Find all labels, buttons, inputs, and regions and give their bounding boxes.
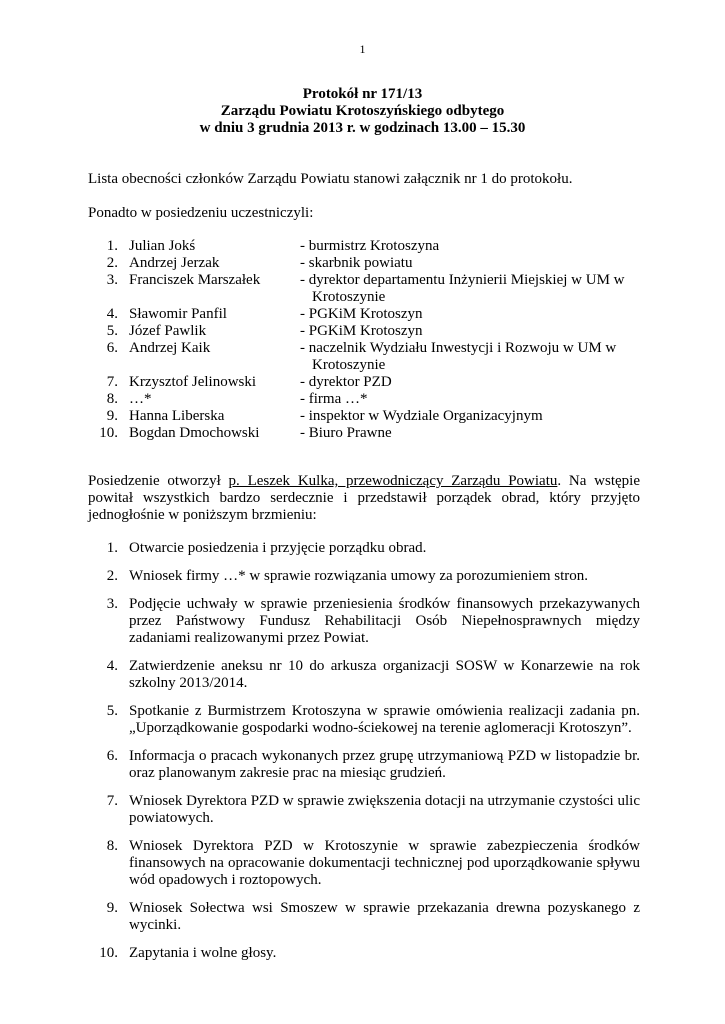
document-title (0, 86, 725, 137)
attendee-role: - skarbnik powiatu (300, 255, 413, 271)
attendee-name: Sławomir Panfil (129, 306, 227, 322)
agenda-text: Wniosek firmy …* w sprawie rozwiązania umowy za porozumieniem stron. (129, 568, 589, 584)
attendee-number: 2. (106, 255, 118, 271)
agenda-number: 8. (106, 838, 118, 854)
agenda-number: 5. (106, 703, 118, 719)
agenda-number: 7. (106, 793, 118, 809)
attendee-name: …* (129, 391, 152, 407)
agenda-number: 1. (106, 540, 118, 556)
attendee-row (88, 340, 640, 374)
attendee-row (88, 238, 640, 255)
attendee-row (88, 255, 640, 272)
attendee-name: Andrzej Jerzak (129, 255, 220, 271)
attendee-number: 1. (106, 238, 118, 254)
attendee-name: Józef Pawlik (129, 323, 207, 339)
attendee-role: - firma …* (300, 391, 368, 407)
title-line-3: w dniu 3 grudnia 2013 r. w godzinach 13.00 – 15.30 (199, 120, 526, 136)
attendee-role-continuation: Krotoszynie (312, 289, 386, 305)
agenda-item (88, 838, 640, 889)
page-number: 1 (359, 42, 366, 56)
attendee-role: - dyrektor departamentu Inżynierii Miejskiej w UM w (300, 272, 625, 288)
agenda-text: Wniosek Dyrektora PZD w sprawie zwiększenia dotacji na utrzymanie czystości ulic powiatowych. (129, 793, 640, 826)
agenda-item (88, 658, 640, 692)
attendee-row (88, 408, 640, 425)
agenda-text: Spotkanie z Burmistrzem Krotoszyna w sprawie omówienia realizacji zadania pn. „Uporządkowanie gospodarki wodno-ściekowej na terenie aglomeracji Krotoszyn”. (129, 703, 640, 736)
attendee-number: 5. (106, 323, 118, 339)
attendance-note: Lista obecności członków Zarządu Powiatu stanowi załącznik nr 1 do protokołu. (88, 171, 573, 187)
agenda-item (88, 540, 640, 557)
attendee-number: 3. (106, 272, 118, 288)
agenda-number: 6. (106, 748, 118, 764)
attendee-role-continuation: Krotoszynie (312, 357, 386, 373)
attendee-row (88, 323, 640, 340)
agenda-number: 9. (106, 900, 118, 916)
attendee-role: - inspektor w Wydziale Organizacyjnym (300, 408, 543, 424)
agenda-item (88, 900, 640, 934)
attendee-row (88, 425, 640, 442)
agenda-text: Zatwierdzenie aneksu nr 10 do arkusza organizacji SOSW w Konarzewie na rok szkolny 2013/2014. (129, 658, 640, 691)
attendee-name: Andrzej Kaik (129, 340, 211, 356)
opening-text-after: . Na wstępie powitał wszystkich bardzo serdecznie i przedstawił porządek obrad, który przyjęto jednogłośnie w poniższym brzmieniu: (88, 473, 640, 523)
attendee-row (88, 374, 640, 391)
agenda-item (88, 945, 640, 962)
agenda-number: 3. (106, 596, 118, 612)
agenda-item (88, 793, 640, 827)
attendee-number: 4. (106, 306, 118, 322)
attendee-role: - PGKiM Krotoszyn (300, 323, 423, 339)
title-line-1: Protokół nr 171/13 (302, 86, 423, 102)
attendee-role: - naczelnik Wydziału Inwestycji i Rozwoju w UM w (300, 340, 617, 356)
agenda-number: 2. (106, 568, 118, 584)
agenda-text: Otwarcie posiedzenia i przyjęcie porządku obrad. (129, 540, 427, 556)
attendee-name: Krzysztof Jelinowski (129, 374, 257, 390)
participants-heading: Ponadto w posiedzeniu uczestniczyli: (88, 205, 314, 221)
agenda-list (88, 540, 640, 973)
agenda-number: 10. (99, 945, 118, 961)
attendee-number: 9. (106, 408, 118, 424)
opening-text-before: Posiedzenie otworzył (88, 473, 229, 489)
attendee-row (88, 306, 640, 323)
agenda-text: Informacja o pracach wykonanych przez grupę utrzymaniową PZD w listopadzie br. oraz planowanym zakresie prac na miesiąc grudzień. (129, 748, 640, 781)
attendee-name: Franciszek Marszałek (129, 272, 261, 288)
attendee-number: 7. (106, 374, 118, 390)
attendee-role: - dyrektor PZD (300, 374, 392, 390)
agenda-item (88, 596, 640, 647)
title-line-2: Zarządu Powiatu Krotoszyńskiego odbytego (220, 103, 505, 119)
attendee-role: - Biuro Prawne (300, 425, 392, 441)
attendee-list (88, 238, 640, 442)
attendee-name: Julian Jokś (129, 238, 196, 254)
agenda-text: Podjęcie uchwały w sprawie przeniesienia środków finansowych przekazywanych przez Państwowy Fundusz Rehabilitacji Osób Niepełnosprawnych między zadaniami realizowanymi przez Powiat. (129, 596, 640, 646)
attendee-number: 10. (99, 425, 118, 441)
agenda-text: Zapytania i wolne głosy. (129, 945, 277, 961)
agenda-text: Wniosek Dyrektora PZD w Krotoszynie w sprawie zabezpieczenia środków finansowych na opracowanie dokumentacji technicznej pod uporządkowanie spływu wód opadowych i roztopowych. (129, 838, 640, 888)
attendee-role: - PGKiM Krotoszyn (300, 306, 423, 322)
attendee-number: 6. (106, 340, 118, 356)
chairman-name: p. Leszek Kulka, przewodniczący Zarządu Powiatu (228, 473, 558, 489)
agenda-item (88, 748, 640, 782)
agenda-text: Wniosek Sołectwa wsi Smoszew w sprawie przekazania drewna pozyskanego z wycinki. (129, 900, 640, 933)
attendee-name: Hanna Liberska (129, 408, 225, 424)
attendee-number: 8. (106, 391, 118, 407)
agenda-item (88, 568, 640, 585)
attendee-row (88, 391, 640, 408)
attendee-role: - burmistrz Krotoszyna (300, 238, 440, 254)
agenda-item (88, 703, 640, 737)
agenda-number: 4. (106, 658, 118, 674)
attendee-row (88, 272, 640, 306)
opening-paragraph (88, 473, 640, 524)
attendee-name: Bogdan Dmochowski (129, 425, 260, 441)
